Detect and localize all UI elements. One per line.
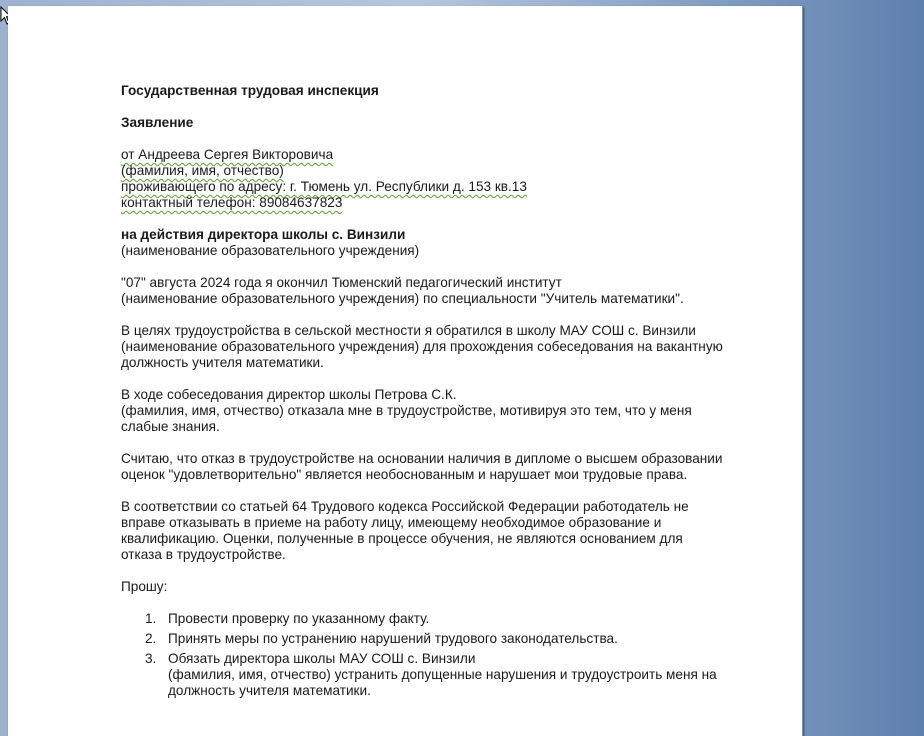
applicant-address: проживающего по адресу: г. Тюмень ул. Республики д. 153 кв.13 <box>121 179 527 194</box>
list-item-line: Обязать директора школы МАУ СОШ с. Винзили <box>168 651 476 666</box>
paragraph-line: Считаю, что отказ в трудоустройстве на основании наличия в дипломе о высшем образовании <box>121 451 723 466</box>
paragraph-law <box>121 499 761 563</box>
paragraph-line: квалификацию. Оценки, полученные в процессе обучения, не являются основанием для <box>121 531 683 546</box>
paragraph-line: вправе отказывать в приеме на работу лицу, имеющему необходимое образование и <box>121 515 662 530</box>
document-page[interactable] <box>8 6 803 736</box>
list-item-line: Принять меры по устранению нарушений трудового законодательства. <box>168 631 618 646</box>
paragraph-graduation <box>121 275 761 307</box>
applicant-block <box>121 147 761 211</box>
paragraph-line: (фамилия, имя, отчество) отказала мне в трудоустройстве, мотивируя это тем, что у меня <box>121 403 692 418</box>
paragraph-interview <box>121 387 761 435</box>
complaint-subject-hint: (наименование образовательного учреждения) <box>121 243 420 258</box>
request-list <box>121 611 761 699</box>
organization-heading: Государственная трудовая инспекция <box>121 83 379 98</box>
applicant-name: от Андреева Сергея Викторовича <box>121 147 334 162</box>
list-item <box>121 631 761 647</box>
list-number: 2. <box>145 631 157 646</box>
applicant-name-hint: (фамилия, имя, отчество) <box>121 163 284 178</box>
list-number: 1. <box>145 611 157 626</box>
paragraph-line: (наименование образовательного учреждения) для прохождения собеседования на вакантную <box>121 339 723 354</box>
paragraph-line: (наименование образовательного учреждения) по специальности "Учитель математики". <box>121 291 684 306</box>
paragraph-line: должность учителя математики. <box>121 355 324 370</box>
list-item <box>121 651 761 699</box>
paragraph-line: слабые знания. <box>121 419 220 434</box>
list-item-line: должность учителя математики. <box>168 683 371 698</box>
document-title: Заявление <box>121 115 194 130</box>
applicant-phone: контактный телефон: 89084637823 <box>121 195 343 210</box>
paragraph-line: оценок "удовлетворительно" является необоснованным и нарушает мои трудовые права. <box>121 467 688 482</box>
list-item-line: Провести проверку по указанному факту. <box>168 611 430 626</box>
request-label: Прошу: <box>121 579 168 594</box>
paragraph-line: В соответствии со статьей 64 Трудового кодекса Российской Федерации работодатель не <box>121 499 689 514</box>
list-item-line: (фамилия, имя, отчество) устранить допущенные нарушения и трудоустроить меня на <box>168 667 717 682</box>
paragraph-line: отказа в трудоустройстве. <box>121 547 286 562</box>
list-item <box>121 611 761 627</box>
complaint-subject: на действия директора школы с. Винзили <box>121 227 406 242</box>
paragraph-line: В ходе собеседования директор школы Петрова С.К. <box>121 387 457 402</box>
document-body[interactable] <box>121 83 761 703</box>
list-number: 3. <box>145 651 157 666</box>
paragraph-application <box>121 323 761 371</box>
paragraph-opinion <box>121 451 761 483</box>
paragraph-line: В целях трудоустройства в сельской местности я обратился в школу МАУ СОШ с. Винзили <box>121 323 696 338</box>
paragraph-line: "07" августа 2024 года я окончил Тюменский педагогический институт <box>121 275 562 290</box>
